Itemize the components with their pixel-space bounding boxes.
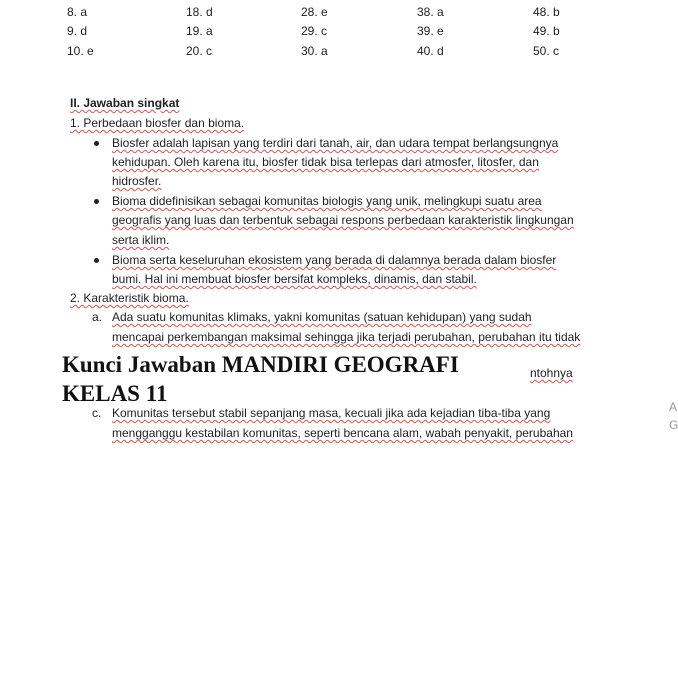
bullet-dot-icon bbox=[94, 141, 99, 146]
question-2-title: 2. Karakteristik bioma. bbox=[70, 291, 189, 305]
q1-bullet-1-line-1: Biosfer adalah lapisan yang terdiri dari tanah, air, dan udara tempat berlangsungnya bbox=[112, 136, 559, 150]
answer-row bbox=[0, 24, 676, 44]
answer-cell: 50. c bbox=[533, 44, 560, 58]
q1-bullet-1-line-2: kehidupan. Oleh karena itu, biosfer tidak bisa terlepas dari atmosfer, litosfer, dan bbox=[112, 155, 539, 169]
q1-bullet-2-line-3: serta iklim. bbox=[112, 233, 170, 247]
q1-bullet-3-line-1: Bioma serta keseluruhan ekosistem yang berada di dalamnya berada dalam biosfer bbox=[112, 253, 557, 267]
q2-item-a-line-2: mencapai perkembangan maksimal sehingga jika terjadi perubahan, perubahan itu tidak bbox=[112, 330, 581, 344]
answer-cell: 8. a bbox=[67, 5, 88, 19]
q2-item-a-line-1: Ada suatu komunitas klimaks, yakni komunitas (satuan kehidupan) yang sudah bbox=[112, 310, 532, 324]
answer-cell: 48. b bbox=[533, 5, 560, 19]
section-heading: II. Jawaban singkat bbox=[70, 96, 180, 110]
question-1-title: 1. Perbedaan biosfer dan bioma. bbox=[70, 116, 245, 130]
q1-bullet-1-line-3: hidrosfer. bbox=[112, 174, 162, 188]
overlay-title-line-2: KELAS 11 bbox=[62, 381, 168, 406]
answer-cell: 29. c bbox=[301, 24, 328, 38]
q1-bullet-2-line-1: Bioma didefinisikan sebagai komunitas biologis yang unik, melingkupi suatu area bbox=[112, 194, 542, 208]
q2-item-a-label: a. bbox=[92, 310, 103, 324]
edge-letter: A bbox=[669, 400, 678, 414]
bullet-dot-icon bbox=[94, 199, 99, 204]
q2-item-c-label: c. bbox=[92, 406, 102, 420]
answer-cell: 30. a bbox=[301, 44, 328, 58]
answer-row bbox=[0, 5, 676, 25]
answer-row bbox=[0, 44, 676, 64]
answer-cell: 40. d bbox=[417, 44, 444, 58]
bullet-dot-icon bbox=[94, 258, 99, 263]
answer-cell: 10. e bbox=[67, 44, 94, 58]
q2-item-c-line-1: Komunitas tersebut stabil sepanjang masa, kecuali jika ada kejadian tiba-tiba yang bbox=[112, 406, 551, 420]
q1-bullet-3-line-2: bumi. Hal ini membuat biosfer bersifat kompleks, dinamis, dan stabil. bbox=[112, 272, 477, 286]
edge-letter: G bbox=[669, 418, 678, 432]
q1-bullet-2-line-2: geografis yang luas dan terbentuk sebagai respons perbedaan karakteristik lingkungan bbox=[112, 213, 574, 227]
answer-cell: 39. e bbox=[417, 24, 444, 38]
answer-cell: 28. e bbox=[301, 5, 328, 19]
answer-cell: 9. d bbox=[67, 24, 88, 38]
q2-item-b-fragment: ntohnya bbox=[530, 366, 573, 380]
overlay-title bbox=[62, 350, 459, 408]
overlay-title-line-1: Kunci Jawaban MANDIRI GEOGRAFI bbox=[62, 352, 459, 377]
answer-cell: 49. b bbox=[533, 24, 560, 38]
answer-cell: 18. d bbox=[186, 5, 213, 19]
answer-cell: 19. a bbox=[186, 24, 213, 38]
answer-cell: 20. c bbox=[186, 44, 213, 58]
q2-item-c-line-2: mengganggu kestabilan komunitas, seperti bencana alam, wabah penyakit, perubahan bbox=[112, 426, 573, 440]
answer-cell: 38. a bbox=[417, 5, 444, 19]
